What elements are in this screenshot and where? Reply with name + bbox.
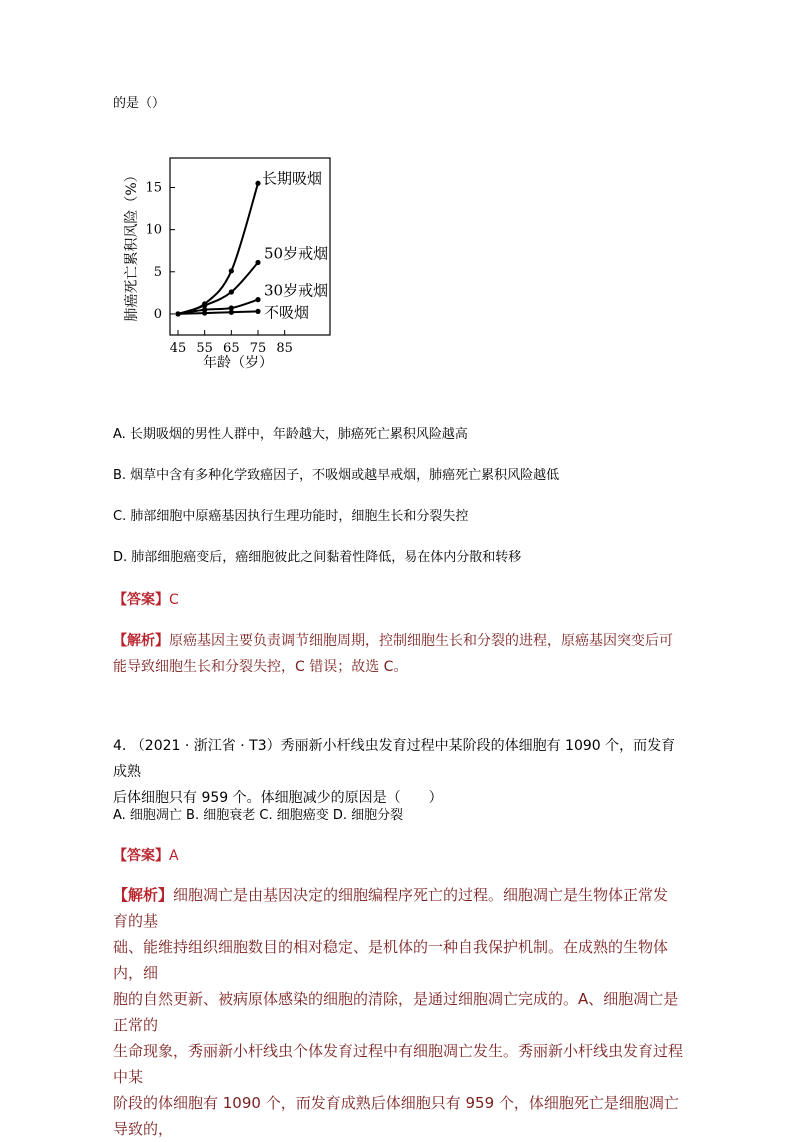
q4-options: A. 细胞凋亡 B. 细胞衰老 C. 细胞癌变 D. 细胞分裂 [113,808,404,823]
q4-answer-label: 【答案】 [113,848,169,864]
series-line [178,263,258,314]
q3-option-c: C. 肺部细胞中原癌基因执行生理功能时，细胞生长和分裂失控 [113,509,469,524]
q3-option-a: A. 长期吸烟的男性人群中，年龄越大，肺癌死亡累积风险越高 [113,427,468,442]
x-tick-label: 85 [276,341,293,356]
q4-analysis-line-2: 础、能维持组织细胞数目的相对稳定、是机体的一种自我保护机制。在成熟的生物体内，细 [113,938,669,982]
q4-analysis-line-1: 细胞凋亡是由基因决定的细胞编程序死亡的过程。细胞凋亡是生物体正常发育的基 [113,886,669,930]
q3-answer-label: 【答案】 [113,592,169,608]
x-axis-label: 年龄（岁） [203,355,273,371]
q4-stem [113,733,683,811]
data-point [175,311,180,316]
series-label: 不吸烟 [264,303,310,322]
y-axis-label: 肺癌死亡累积风险（%） [124,168,140,322]
data-point [229,310,234,315]
q4-analysis-line-5: 阶段的体细胞有 1090 个，而发育成熟后体细胞只有 959 个，体细胞死亡是细胞凋亡导致的， [113,1094,679,1138]
series-line [178,183,258,314]
q4-analysis [113,882,683,1142]
data-point [255,181,260,186]
x-tick-label: 45 [169,341,187,356]
data-point [255,260,260,265]
x-tick-label: 65 [223,341,240,356]
q4-answer [113,846,179,866]
q3-analysis [113,628,683,680]
x-tick-label: 55 [196,341,213,356]
q4-analysis-line-4: 生命现象，秀丽新小杆线虫个体发育过程中有细胞凋亡发生。秀丽新小杆线虫发育过程中某 [113,1042,684,1086]
data-point [229,289,234,294]
chart-marks [175,169,328,321]
data-point [255,297,260,302]
q4-stem-line-2: 后体细胞只有 959 个。体细胞减少的原因是（ ） [113,790,443,806]
q4-analysis-line-3: 胞的自然更新、被病原体感染的细胞的清除，是通过细胞凋亡完成的。A、细胞凋亡是正常的 [113,990,679,1034]
y-tick-label: 0 [153,306,162,322]
series-label: 50岁戒烟 [264,244,329,263]
q3-option-d: D. 肺部细胞癌变后，癌细胞彼此之间黏着性降低，易在体内分散和转移 [113,550,522,565]
q3-analysis-text-1: 原癌基因主要负责调节细胞周期，控制细胞生长和分裂的进程，原癌基因突变后可 [169,633,673,649]
q4-analysis-label: 【解析】 [113,886,174,904]
x-tick-label: 75 [249,341,267,356]
q3-analysis-text-2: 能导致细胞生长和分裂失控，C 错误；故选 C。 [113,659,408,675]
data-point [202,310,207,315]
data-point [255,309,260,314]
q3-answer-value: C [169,592,179,608]
y-tick-label: 5 [153,264,162,280]
series-label: 30岁戒烟 [264,281,329,300]
q3-option-b: B. 烟草中含有多种化学致癌因子，不吸烟或越早戒烟，肺癌死亡累积风险越低 [113,468,560,483]
q4-stem-line-1: 4. （2021 · 浙江省 · T3）秀丽新小杆线虫发育过程中某阶段的体细胞有 1090 个，而发育成熟 [113,738,676,780]
y-tick-label: 10 [145,222,162,238]
intro-fragment: 的是（） [113,96,166,111]
q3-analysis-label: 【解析】 [113,633,169,649]
series-label: 长期吸烟 [262,169,323,188]
q3-answer [113,590,179,610]
lung-cancer-risk-chart [120,150,380,380]
y-tick-label: 15 [145,180,162,196]
q4-answer-value: A [169,848,179,864]
data-point [229,268,234,273]
